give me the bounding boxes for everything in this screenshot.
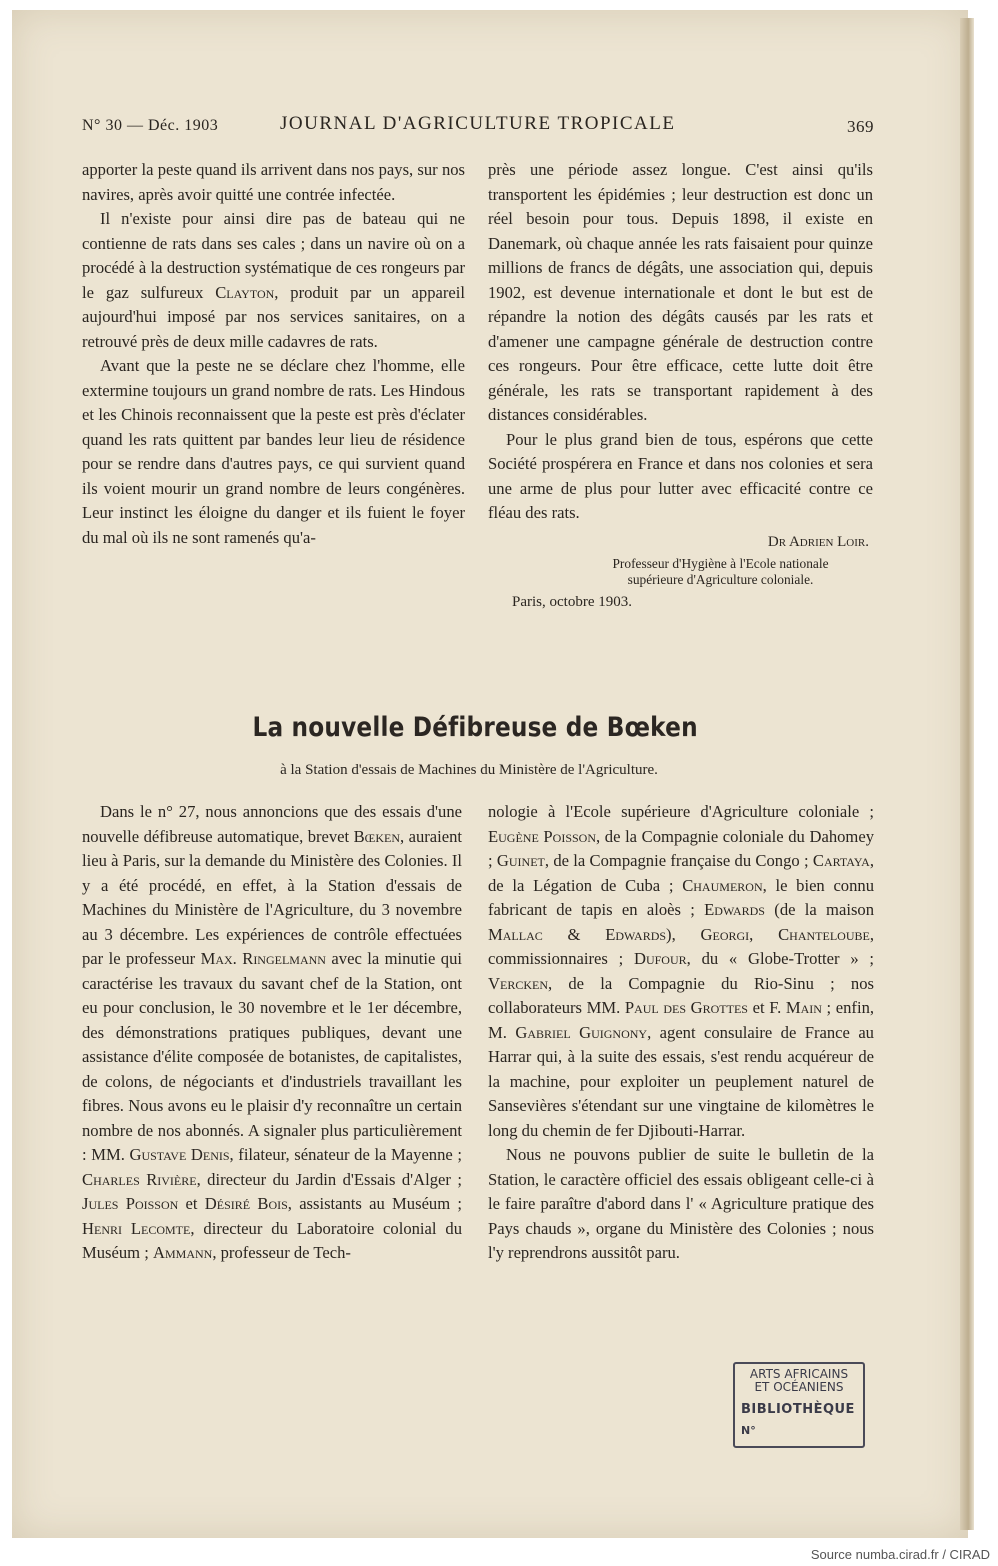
text-run: , de la Compagnie du Rio-Sinu ; nos collaborateurs MM.	[488, 973, 874, 1017]
text-run: , du « Globe-Trotter » ;	[686, 949, 875, 968]
paragraph	[488, 800, 874, 1143]
text-run: , directeur du Laboratoire colonial du Muséum ;	[82, 1218, 462, 1262]
text-run: , de la Compagnie coloniale du Dahomey ;	[488, 826, 874, 870]
text-run: nologie à l'Ecole supérieure d'Agriculture coloniale ;	[488, 802, 874, 821]
person-name: Henri Lecomte	[82, 1218, 191, 1238]
text-run: , assistants au Muséum ;	[287, 1194, 462, 1213]
issue-date: N° 30 — Déc. 1903	[82, 117, 219, 134]
paragraph: Nous ne pouvons publier de suite le bulletin de la Station, le caractère officiel des essais obligeant celle-ci à le faire paraître d'abord dans l' « Agriculture pratique des Pays chauds », organe du Ministère des Colonies ; nous l'y reprendrons aussitôt paru.	[488, 1145, 874, 1262]
person-name: Georgi	[700, 924, 750, 944]
stamp-line: N°	[741, 1424, 756, 1437]
article1-column-1	[82, 158, 465, 550]
text-run: , directeur du Jardin d'Essais d'Alger ;	[196, 1169, 462, 1189]
person-name: Désiré Bois	[204, 1194, 288, 1213]
text-run: ),	[666, 924, 701, 944]
article1-column-2	[488, 158, 873, 615]
dateline: Paris, octobre 1903.	[512, 594, 632, 610]
text-run: , commissionnaires ;	[488, 924, 874, 968]
person-name: Edwards	[704, 900, 765, 919]
text-run: Dans le n° 27, nous annoncions que des essais d'une nouvelle défibreuse automatique, brevet	[82, 802, 462, 846]
text-run: et	[178, 1194, 205, 1213]
person-name: Chaumeron	[682, 875, 763, 895]
article-title: La nouvelle Défibreuse de Bœken	[252, 712, 698, 743]
text-run: , le bien connu fabricant de tapis en aloès ;	[488, 875, 874, 919]
person-name: Gabriel Guignony	[515, 1022, 648, 1042]
text-run: , filateur, sénateur de la Mayenne ;	[229, 1145, 462, 1164]
text-run: , de la Légation de Cuba ;	[488, 851, 874, 895]
person-name: Jules Poisson	[82, 1194, 179, 1213]
text-run: , auraient lieu à Paris, sur la demande du Ministère des Colonies. Il y a été procédé, en effet, à la Station d'essais de Machines du Ministère de l'Agriculture, du 3 novembre au 3 décembre. Les expériences de contrôle effectuées par le professeur	[82, 826, 463, 968]
stamp-line: ARTS AFRICAINS	[749, 1367, 849, 1381]
text-run: et	[747, 998, 770, 1017]
author-signature: Dr Adrien Loir.	[767, 533, 869, 550]
article2-column-2	[488, 800, 874, 1266]
person-name: F. Main	[769, 998, 822, 1017]
article-subtitle: à la Station d'essais de Machines du Ministère de l'Agriculture.	[280, 762, 658, 778]
library-stamp	[733, 1362, 865, 1448]
running-header	[82, 113, 874, 139]
person-name: Vercken	[488, 973, 548, 993]
person-name: Paul des Grottes	[624, 998, 748, 1017]
affiliation-line: supérieure d'Agriculture coloniale.	[627, 572, 814, 587]
paragraph: apporter la peste quand ils arrivent dans nos pays, sur nos navires, après avoir quitté une contrée infectée.	[82, 160, 465, 204]
text-run: (de la maison	[764, 900, 874, 919]
journal-title: JOURNAL D'AGRICULTURE TROPICALE	[280, 113, 676, 134]
text-run: Il n'existe pour ainsi dire pas de bateau qui ne contienne de rats dans ses cales ; dans un navire où on a procédé à la destruction systématique de ces rongeurs par le gaz sulfureux	[82, 209, 465, 302]
person-name: Dufour	[633, 949, 687, 968]
source-credit: Source numba.cirad.fr / CIRAD	[810, 1547, 990, 1562]
paragraph: près une période assez longue. C'est ainsi qu'ils transportent les épidémies ; leur destruction est donc un réel besoin pour tous. Depuis 1898, il existe en Danemark, où chaque année les rats faisaient pour quinze millions de francs de dégâts, une association qui, depuis 1902, est devenue internationale et dont le but est de répandre la notion des dégâts causés par les rats et d'amener une campagne générale de destruction contre ces rongeurs. Pour être efficace, cette lutte doit être générale, les rats se transportant rapidement à des distances considérables.	[488, 160, 873, 424]
stamp-line: BIBLIOTHÈQUE	[741, 1402, 855, 1417]
stamp-line: ET OCÉANIENS	[754, 1380, 844, 1394]
text-run: , de la Compagnie française du Congo ;	[544, 851, 813, 870]
affiliation-line: Professeur d'Hygiène à l'Ecole nationale	[612, 556, 829, 571]
text-run: , produit par un appareil aujourd'hui imposé par nos services sanitaires, on a retrouvé près de deux mille cadavres de rats.	[82, 282, 465, 351]
person-name: Gustave Denis	[129, 1145, 230, 1164]
paragraph	[82, 800, 462, 1266]
paragraph: Avant que la peste ne se déclare chez l'homme, elle extermine toujours un grand nombre de rats. Les Hindous et les Chinois reconnaissent que la peste est près d'éclater quand les rats quittent par bandes leur lieu de résidence pour se rendre dans d'autres pays, ce qui survient quand ils voient mourir un grand nombre de leurs congénères. Leur instinct les éloigne du danger et ils fuient le foyer du mal où ils ne sont ramenés qu'a-	[82, 356, 465, 547]
person-name: Max. Ringelmann	[200, 949, 326, 968]
text-run: ; enfin, M.	[488, 998, 875, 1042]
person-name: Cartaya	[812, 851, 870, 870]
text-run: avec la minutie qui caractérise les travaux du savant chef de la Station, ont eu pour conclusion, le 30 novembre et le 1er décembre, des démonstrations pratiques publiques, devant une assistance d'élite composée de botanistes, de capitalistes, de colons, de négociants et d'industriels travaillant les fibres. Nous avons eu le plaisir d'y reconnaître un certain nombre de nos abonnés. A signaler plus particulièrement : MM.	[82, 949, 462, 1164]
person-name: Bœken	[353, 826, 400, 846]
paragraph	[82, 207, 465, 354]
person-name: Guinet	[496, 851, 545, 870]
text-run: , professeur de Tech-	[212, 1243, 351, 1262]
text-run: ,	[749, 924, 779, 944]
person-name: Clayton	[215, 282, 275, 302]
person-name: Chanteloube	[778, 924, 870, 944]
person-name: Charles Rivière	[82, 1169, 197, 1189]
page-number: 369	[847, 117, 874, 136]
paragraph: Pour le plus grand bien de tous, espérons que cette Société prospérera en France et dans nos colonies et sera une arme de plus pour lutter avec efficacité contre ce fléau des rats.	[488, 429, 873, 522]
person-name: Mallac & Edwards	[488, 924, 667, 944]
person-name: Eugène Poisson	[488, 826, 596, 846]
stamp-header	[735, 1368, 863, 1394]
person-name: Ammann	[153, 1243, 213, 1262]
author-affiliation	[488, 556, 873, 588]
text-run: , agent consulaire de France au Harrar qui, à la suite des essais, s'est rendu acquéreur de la machine, pour exploiter un peuplement naturel de Sansevières s'étendant sur une vingtaine de kilomètres le long du chemin de fer Djibouti-Harrar.	[488, 1022, 874, 1140]
article2-column-1	[82, 800, 462, 1266]
page-edge	[960, 18, 974, 1530]
